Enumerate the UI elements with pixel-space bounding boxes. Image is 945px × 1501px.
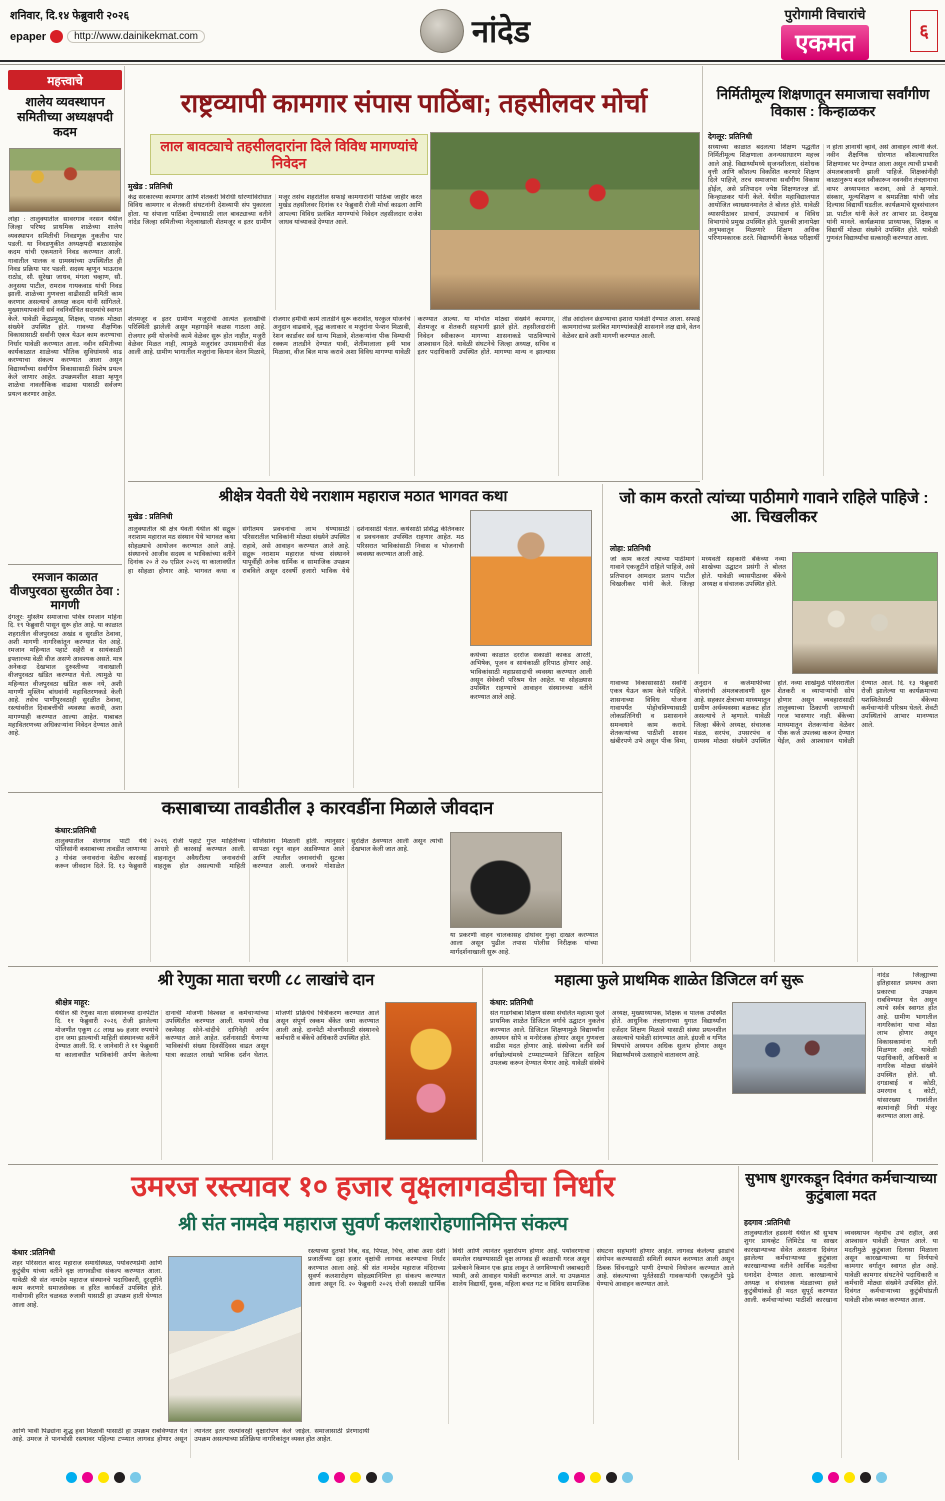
epaper-label: epaper (10, 30, 47, 43)
right-column-continuation: नांदेड जिल्ह्याच्या इतिहासात प्रथमच अशा प्रकारचा उपक्रम राबविण्यात येत असून त्याचे सर्वत्र स्वागत होत आहे. ग्रामीण भागातील नागरिकांना याचा मोठा लाभ होणार असून विकासकामांना गती मिळणार आहे. यावेळी पदाधिकारी, अधिकारी व नागरिक मोठ्या संख्येने उपस्थित होते. सौ. दगडाबाई व कोठी, उमरगाव ६ कोटी, यांसारख्या गावांतील कामांनाही निधी मंजूर करण्यात आला आहे. (877, 972, 937, 1121)
chikhalikar-body-top: जो काम करतो त्याच्या पाठीमागे गावाने एकजुटीने राहिले पाहिजे, असे प्रतिपादन आमदार प्रताप पाटील चिखलीकर यांनी केले. जिल्हा मध्यवर्ती सहकारी बँकेच्या नव्या शाखेच्या उद्घाटन प्रसंगी ते बोलत होते. यावेळी व्यासपीठावर बँकेचे अध्यक्ष व संचालक उपस्थित होते. (610, 556, 786, 588)
important-headline: शालेय व्यवस्थापन समितीच्या अध्यक्षपदी कदम (17, 95, 113, 139)
nirmiti-headline: निर्मितीमूल्य शिक्षणातून समाजाचा सर्वांगीण विकास : किन्हाळकर (716, 86, 930, 119)
cyan-light-mark (622, 1472, 633, 1483)
digital-headline: महात्मा फुले प्राथमिक शाळेत डिजिटल वर्ग सुरू (554, 972, 804, 989)
digital-class-photo (732, 1002, 866, 1094)
page-date: शनिवार, दि.१४ फेब्रुवारी २०२६ (10, 10, 130, 22)
epaper-url[interactable]: http://www.dainikekmat.com (67, 30, 205, 43)
kasaba-body-2: या प्रकरणी वाहन चालकासह दोघांवर गुन्हा दाखल करण्यात आला असून पुढील तपास पोलीस निरीक्षक यांच्या मार्गदर्शनाखाली सुरू आहे. (450, 932, 598, 956)
black-mark (114, 1472, 125, 1483)
maharaj-portrait-photo (470, 510, 592, 646)
kasaba-body: तालुक्यातील शेलगाव पाटी येथे पोलिसांनी कसाबाच्या तावडीत जाणाऱ्या ३ गोवंश जनावरांना वेळीच कारवाई करून जीवदान दिले. दि. १३ फेब्रुवारी २०२६ रोजी पहाटे गुप्त माहितीच्या आधारे ही कारवाई करण्यात आली. वाहनातून अवैधरीत्या जनावरांची वाहतूक होत असल्याची माहिती पोलिसांना मिळाली होती. त्यानुसार सापळा रचून वाहन अडविण्यात आले आणि त्यातील जनावरांची सुटका करण्यात आली. जनावरे गोशाळेत सुरक्षित ठेवण्यात आली असून त्यांची देखभाल केली जात आहे. (55, 838, 443, 870)
cyan-mark (812, 1472, 823, 1483)
column-rule (482, 968, 483, 1162)
ramjan-body: देगलूर: मुस्लिम समाजाचा पवित्र रमजान महिना दि. १९ फेब्रुवारी पासून सुरू होत आहे. या काळात शहरातील वीजपुरवठा अखंड व सुरळीत ठेवावा, अशी मागणी नागरिकांतून करण्यात येत आहे. रमजान महिन्यात पहाटे सहेरी व सायंकाळी इफ्तारच्या वेळी वीज असणे आवश्यक असते. मात्र अनेकदा देखभाल दुरुस्तीच्या नावाखाली वीजपुरवठा खंडित करण्यात येतो. त्यामुळे या महिन्यात वीजपुरवठा खंडित करू नये, अशी मागणी मुस्लिम बांधवांनी महावितरणकडे केली आहे. तसेच पाणीपुरवठाही सुरळीत ठेवावा, रस्त्यांवरील दिवाबत्तीची व्यवस्था करावी, अशा मागण्याही करण्यात आल्या आहेत. याबाबत महावितरणच्या अधिकाऱ्यांना निवेदन देण्यात आले आहे. (8, 614, 122, 738)
header-rule (0, 60, 945, 62)
rescued-cattle-photo (450, 832, 562, 928)
umraj-subheadline: श्री संत नामदेव महाराज सुवर्ण कलशारोहणानिमित्त संकल्प (178, 1214, 568, 1235)
yevati-body: तालुक्यातील श्री क्षेत्र येवती येथील श्री सद्गुरू नराशाम महाराज मठ संस्थान येथे भागवत कथा सोहळ्याचे आयोजन करण्यात आले आहे. संस्थानचे आजीव सदस्य व भाविकांच्या वतीने दिनांक २० ते २७ एप्रिल २०२६ या कालावधीत हा सोहळा होणार आहे. भागवत कथा व संगीतमय प्रवचनांचा लाभ घेण्यासाठी परिसरातील भाविकांनी मोठ्या संख्येने उपस्थित राहावे, असे आवाहन करण्यात आले आहे. सद्गुरू नराशाम महाराज यांच्या संस्थानने यापूर्वीही अनेक धार्मिक व सामाजिक उपक्रम राबविले असून दरवर्षी हजारो भाविक येथे दर्शनासाठी येतात. कथेसाठी प्रसिद्ध कीर्तनकार व प्रवचनकार उपस्थित राहणार आहेत. मठ परिसरात भाविकांसाठी निवास व भोजनाची व्यवस्था करण्यात आली आहे. (128, 526, 464, 575)
kasaba-byline: कंधार:प्रतिनिधी (55, 826, 97, 835)
divider (8, 792, 602, 793)
magenta-mark (574, 1472, 585, 1483)
divider (8, 564, 122, 565)
digital-byline: कंधार: प्रतिनिधी (490, 998, 534, 1007)
yevati-body-2: कथेच्या काळात दररोज सकाळी काकड आरती, अभिषेक, पूजन व सायंकाळी हरिपाठ होणार आहे. भाविकांसाठी महाप्रसादाची व्यवस्था करण्यात आली असून सेवेकरी परिश्रम घेत आहेत. या सोहळ्यास उपस्थित राहण्याचे आवाहन संस्थानच्या वतीने करण्यात आले आहे. (470, 652, 592, 701)
cyan-mark (558, 1472, 569, 1483)
main-body-wide: शेतमजूर व इतर ग्रामीण मजुरांची आत्यंत हलाखीची परिस्थिती झालेली असून महागाईने कळस गाठला आहे. रोजगार हमी योजनेची कामे वेळेवर सुरू होत नाहीत, मजुरी वेळेवर मिळत नाही, त्यामुळे मजुरांवर उपासमारीची वेळ आली आहे. ग्रामीण भागातील मजुरांना किमान वेतन मिळावे, रोजगार हमीची कामे तातडीने सुरू करावीत, घरकुल योजनेचे अनुदान वाढवावे, वृद्ध कलाकार व मजुरांना पेन्शन मिळावी, रेशन कार्डावर सर्व धान्य मिळावे, शेतकऱ्यांना पीक विम्याची रक्कम तातडीने देण्यात यावी, शेतीमालाला हमी भाव मिळावा, वीज बिल माफ करावे अशा विविध मागण्या यावेळी करण्यात आल्या. या मोर्चात मोठ्या संख्येने कामगार, शेतमजूर व शेतकरी सहभागी झाले होते. तहसीलदारांनी निवेदन स्वीकारून मागण्या शासनाकडे पाठविण्याचे आश्वासन दिले. यावेळी संघटनेचे जिल्हा अध्यक्ष, सचिव व इतर पदाधिकारी उपस्थित होते. मागण्या मान्य न झाल्यास तीव्र आंदोलन छेडण्याचा इशारा यावेळी देण्यात आला. सफाई कामगारांच्या प्रलंबित मागण्यांकडेही शासनाने लक्ष द्यावे, वेतन वेळेवर द्यावे अशी मागणी करण्यात आली. (128, 316, 700, 357)
registration-marks-2 (318, 1472, 398, 1483)
registration-marks-3 (558, 1472, 638, 1483)
umraj-body-wide: रस्त्याच्या दुतर्फा निंब, वड, पिंपळ, चिंच, आंबा अशा देशी प्रजातींच्या दहा हजार वृक्षांची लागवड करण्याचा निर्धार करण्यात आला आहे. श्री संत नामदेव महाराज मंदिराच्या सुवर्ण कलशारोहण सोहळ्यानिमित्त हा संकल्प करण्यात आला असून दि. २० फेब्रुवारी २०२६ रोजी सकाळी धार्मिक विधी आणि त्यानंतर वृक्षारोपण होणार आहे. पर्यावरणाचा समतोल राखण्यासाठी वृक्ष लागवड ही काळाची गरज असून प्रत्येकाने किमान एक झाड लावून ते जगविण्याची जबाबदारी घ्यावी, असे आवाहन यावेळी करण्यात आले. या उपक्रमात शालेय विद्यार्थी, युवक, महिला बचत गट व विविध सामाजिक संघटना सहभागी होणार आहेत. लागवड केलेल्या झाडांचे संगोपन करण्यासाठी समिती स्थापन करण्यात आली असून ठिबक सिंचनाद्वारे पाणी देण्याचे नियोजन करण्यात आले आहे. संकल्पाच्या पूर्ततेसाठी गावकऱ्यांनी एकजुटीने पुढे येण्याचे आवाहन करण्यात आले. (308, 1248, 734, 1289)
important-body: लोहा : तालुक्यातील सावरगाव नरसन येथील जिल्हा परिषद प्राथमिक शाळेच्या शालेय व्यवस्थापन समितीची निवडणूक नुकतीच पार पडली. या निवडणुकीत अध्यक्षपदी बाळासाहेब कदम यांची एकमताने निवड करण्यात आली. गावातील पालक व ग्रामस्थांच्या उपस्थितीत ही निवड प्रक्रिया पार पडली. सदस्य म्हणून भाऊराव राठोड, सौ. सुरेखा जाधव, मंगला चव्हाण, सौ. अनुसया पाटील, रामराव गायकवाड यांची निवड झाली. शाळेच्या गुणवत्ता वाढीसाठी समिती काम करणार असल्याचे अध्यक्ष कदम यांनी सांगितले. मुख्याध्यापकांनी सर्व नवनिर्वाचित सदस्यांचे स्वागत केले. यावेळी केंद्रप्रमुख, शिक्षक, पालक मोठ्या संख्येने उपस्थित होते. गावच्या शैक्षणिक विकासासाठी सर्वांनी एकत्र येऊन काम करण्याचा निर्धार यावेळी करण्यात आला. नवीन समितीच्या कार्यकाळात शाळेच्या भौतिक सुविधांमध्ये वाढ करण्याचा संकल्प करण्यात आला असून विद्यार्थ्यांच्या सर्वांगीण विकासासाठी विशेष प्रयत्न केले जाणार आहेत. उपक्रमशील शाळा म्हणून शाळेचा नावलौकिक वाढावा यासाठी सर्वजण प्रयत्न करणार आहेत. (8, 216, 122, 398)
umraj-headline: उमरज रस्त्यावर १० हजार वृक्षलागवडीचा निर्धार (131, 1171, 615, 1203)
epaper-icon (50, 30, 63, 43)
yellow-mark (590, 1472, 601, 1483)
masthead-city: नांदेड (471, 14, 531, 49)
registration-marks-1 (66, 1472, 146, 1483)
masthead-logo (420, 9, 464, 53)
column-rule (738, 1166, 739, 1460)
yevati-byline: मुखेड : प्रतिनिधी (128, 512, 173, 521)
cyan-mark (66, 1472, 77, 1483)
committee-group-photo (9, 148, 121, 212)
page-number: ६ (910, 10, 938, 52)
main-byline: मुखेड : प्रतिनिधी (128, 182, 173, 191)
yellow-mark (844, 1472, 855, 1483)
registration-marks-4 (812, 1472, 892, 1483)
brand-name: एकमत (781, 25, 869, 60)
yellow-mark (350, 1472, 361, 1483)
chikhalikar-headline: जो काम करतो त्यांच्या पाठीमागे गावाने राहिले पाहिजे : आ. चिखलीकर (619, 490, 929, 526)
umraj-body-bottom: आणि भावी पिढ्यांना शुद्ध हवा मिळावी यासाठी हा उपक्रम राबविण्यात येत आहे. उमरज ते पानभोसी रस्त्यावर पहिल्या टप्प्यात लागवड होणार असून त्यानंतर इतर रस्त्यांवरही वृक्षारोपण केले जाईल. समाजासाठी प्रेरणादायी उपक्रम असल्याच्या प्रतिक्रिया नागरिकांतून व्यक्त होत आहेत. (12, 1428, 370, 1444)
chikhalikar-body-wide: गावाच्या विकासासाठी सर्वांनी एकत्र येऊन काम केले पाहिजे. शासनाच्या विविध योजना गावापर्यंत पोहोचविण्यासाठी लोकप्रतिनिधी व प्रशासनाने समन्वयाने काम करावे. शेतकऱ्यांच्या पाठीशी शासन खंबीरपणे उभे असून पीक विमा, अनुदान व कर्जमाफीच्या योजनांची अंमलबजावणी सुरू आहे. सहकार क्षेत्राच्या माध्यमातून ग्रामीण अर्थव्यवस्था बळकट होत असल्याचे ते म्हणाले. यावेळी जिल्हा बँकेचे अध्यक्ष, संचालक मंडळ, सरपंच, उपसरपंच व ग्रामस्थ मोठ्या संख्येने उपस्थित होते. नव्या शाखेमुळे परिसरातील शेतकरी व व्यापाऱ्यांची सोय होणार असून व्यवहारासाठी तालुक्याच्या ठिकाणी जाण्याची गरज भासणार नाही. बँकेच्या माध्यमातून शेतकऱ्यांना वेळेवर पीक कर्ज उपलब्ध करून देण्यात येईल, असे आश्वासन यावेळी देण्यात आले. दि. १३ फेब्रुवारी रोजी झालेल्या या कार्यक्रमाच्या यशस्वितेसाठी बँकेच्या कर्मचाऱ्यांनी परिश्रम घेतले. शेवटी उपस्थितांचे आभार मानण्यात आले. (610, 680, 938, 746)
subhash-body: तालुक्यातील हडसनी येथील श्री सुभाष शुगर प्रायव्हेट लिमिटेड या साखर कारखान्याच्या सेवेत असताना दिवंगत झालेल्या कर्मचाऱ्याच्या कुटुंबाला कारखान्याच्या वतीने आर्थिक मदतीचा धनादेश देण्यात आला. कारखान्याचे अध्यक्ष व संचालक मंडळाच्या हस्ते कुटुंबीयांकडे ही मदत सुपूर्द करण्यात आली. कर्मचाऱ्यांच्या पाठीशी कारखाना व्यवस्थापन नेहमीच उभे राहील, असे आश्वासन यावेळी देण्यात आले. या मदतीमुळे कुटुंबाला दिलासा मिळाला असून कारखान्याच्या या निर्णयाचे कामगार वर्गातून स्वागत होत आहे. यावेळी कामगार संघटनेचे पदाधिकारी व कर्मचारी मोठ्या संख्येने उपस्थित होते. दिवंगत कर्मचाऱ्याच्या कुटुंबीयांप्रती यावेळी शोक व्यक्त करण्यात आला. (744, 1230, 938, 1304)
magenta-mark (82, 1472, 93, 1483)
workers-march-photo (430, 132, 700, 310)
column-rule (602, 484, 603, 964)
nirmiti-byline: देगलूर: प्रतिनिधी (708, 132, 753, 141)
black-mark (860, 1472, 871, 1483)
chikhalikar-byline: लोहा: प्रतिनिधी (610, 544, 651, 553)
main-body-top: केंद्र सरकारच्या कामगार आणि शेतकरी विरोधी धोरणांविरोधात विविध कामगार व शेतकरी संघटनांनी देशव्यापी संप पुकारला होता. या संपाला पाठिंबा देण्यासाठी लाल बावट्याच्या वतीने नांदेड जिल्हा समितीच्या नेतृत्वाखाली शेतमजूर व इतर ग्रामीण मजूर तसेच शहरांतील सफाई कामगारांनी पाठिंबा जाहीर करत मुखेड तहसीलवर दिनांक १२ फेब्रुवारी रोजी मोर्चा काढला आणि आपल्या विविध प्रलंबित मागण्यांचे निवेदन तहसीलदार राजेश जाधव यांच्याकडे देण्यात आले. (128, 194, 422, 226)
bank-inauguration-photo (792, 552, 938, 674)
black-mark (366, 1472, 377, 1483)
umraj-body-left: शहर परिसरात बारद महाराज समाधीस्थळ, पर्यावरणप्रेमी आणि कुटुंबीय यांच्या वतीने वृक्ष लागवडीचा संकल्प करण्यात आला. यावेळी श्री संत नामदेव महाराज संस्थानचे पदाधिकारी, दूरदृष्टीने काम करणारे समाजसेवक व हरित कार्यकर्ते उपस्थित होते. गावोगावी हरित चळवळ रुजावी यासाठी हा उपक्रम हाती घेण्यात आला आहे. (12, 1260, 162, 1309)
renuka-deity-photo (385, 1002, 477, 1140)
nirmiti-body: सध्याच्या काळात बदलत्या शिक्षण पद्धतीत निर्मितीमूल्य शिक्षणाला अनन्यसाधारण महत्त्व आले आहे. विद्यार्थ्यांमध्ये सृजनशीलता, संशोधक वृत्ती आणि कौशल्य विकसित करणारे शिक्षण दिले पाहिजे, तरच समाजाचा सर्वांगीण विकास होईल, असे प्रतिपादन ज्येष्ठ शिक्षणतज्ज्ञ डॉ. किन्हाळकर यांनी केले. येथील महाविद्यालयात आयोजित व्याख्यानमालेत ते बोलत होते. यावेळी व्यासपीठावर प्राचार्य, उपप्राचार्य व विविध विभागांचे प्रमुख उपस्थित होते. पुस्तकी ज्ञानापेक्षा अनुभवातून मिळणारे शिक्षण अधिक परिणामकारक ठरते. विद्यार्थ्यांनी केवळ परीक्षार्थी न होता ज्ञानार्थी व्हावे, असे आवाहन त्यांनी केले. नवीन शैक्षणिक धोरणात कौशल्याधारित शिक्षणावर भर देण्यात आला असून त्याची प्रभावी अंमलबजावणी झाली पाहिजे. शिक्षकांनीही काळानुरूप बदल स्वीकारून नवनवीन तंत्रज्ञानाचा वापर अध्यापनात करावा, असे ते म्हणाले. संस्कार, मूल्यशिक्षण व श्रमप्रतिष्ठा यांची जोड दिल्यास विद्यार्थी घडतील. कार्यक्रमाचे सूत्रसंचालन प्रा. पाटील यांनी केले तर आभार प्रा. देशमुख यांनी मानले. कार्यक्रमास प्राध्यापक, शिक्षक व विद्यार्थी मोठ्या संख्येने उपस्थित होते. यावेळी गुणवंत विद्यार्थ्यांचा सत्कारही करण्यात आला. (708, 144, 938, 243)
temple-photo (168, 1256, 302, 1422)
subhash-headline: सुभाष शुगरकडून दिवंगत कर्मचाऱ्याच्या कुटुंबाला मदत (745, 1170, 937, 1203)
magenta-mark (334, 1472, 345, 1483)
important-tag: महत्त्वाचे (8, 70, 122, 90)
renuka-body: येथील श्री रेणुका माता संस्थानच्या दानपेटीत दि. ११ फेब्रुवारी २०२६ रोजी झालेल्या मोजणीत एकूण ८८ लाख ७७ हजार रुपयांचे दान जमा झाल्याची माहिती संस्थानच्या वतीने देण्यात आली. दि. १ जानेवारी ते ११ फेब्रुवारी या कालावधीत भाविकांनी अर्पण केलेल्या दानाची मोजणी विश्वस्त व कर्मचाऱ्यांच्या उपस्थितीत करण्यात आली. यामध्ये रोख रकमेसह सोने-चांदीचे दागिनेही अर्पण करण्यात आले आहेत. दर्शनासाठी येणाऱ्या भाविकांची संख्या दिवसेंदिवस वाढत असून यात्रा काळात लाखो भाविक दर्शन घेतात. मोजणी प्रक्रियेचे चित्रीकरण करण्यात आले असून संपूर्ण रक्कम बँकेत जमा करण्यात आली आहे. दानपेटी मोजणीसाठी संस्थानचे कर्मचारी व बँकेचे अधिकारी उपस्थित होते. (55, 1010, 379, 1059)
subhash-byline: हदगाव :प्रतिनिधी (744, 1218, 791, 1227)
renuka-headline: श्री रेणुका माता चरणी ८८ लाखांचे दान (157, 972, 375, 989)
main-subheadline: लाल बावट्याचे तहसीलदारांना दिले विविध मागण्यांचे निवेदन (150, 134, 428, 175)
yellow-mark (98, 1472, 109, 1483)
divider (8, 1164, 938, 1165)
renuka-byline: श्रीक्षेत्र माहूर: (55, 998, 90, 1007)
column-rule (702, 66, 703, 480)
divider (8, 966, 938, 967)
magenta-mark (828, 1472, 839, 1483)
black-mark (606, 1472, 617, 1483)
column-rule (872, 968, 873, 1162)
divider (128, 481, 700, 482)
brand-tagline: पुरोगामी विचारांचे (784, 7, 866, 22)
header-rule-thin (0, 64, 945, 65)
main-headline: राष्ट्रव्यापी कामगार संपास पाठिंबा; तहसीलवर मोर्चा (180, 88, 648, 118)
kasaba-headline: कसाबाच्या तावडीतील ३ कारवडींना मिळाले जीवदान (161, 798, 494, 818)
digital-body: संत गाडगेबाबा शिक्षण संस्था संचलित महात्मा फुले प्राथमिक शाळेत डिजिटल वर्गाचे उद्घाटन नुकतेच करण्यात आले. डिजिटल शिक्षणामुळे विद्यार्थ्यांना अध्ययन सोपे व मनोरंजक होणार असून गुणवत्ता वाढीस मदत होणार आहे. संस्थेच्या वतीने सर्व वर्गखोल्यांमध्ये टप्प्याटप्प्याने डिजिटल साहित्य उपलब्ध करून देण्यात येणार आहे. यावेळी संस्थेचे अध्यक्ष, मुख्याध्यापक, शिक्षक व पालक उपस्थित होते. आधुनिक तंत्रज्ञानाच्या युगात विद्यार्थ्यांना दर्जेदार शिक्षण मिळावे यासाठी संस्था प्रयत्नशील असल्याचे यावेळी सांगण्यात आले. इंग्रजी व गणित विषयांचे अध्ययन अधिक सुलभ होणार असून विद्यार्थ्यांमध्ये उत्साहाचे वातावरण आहे. (490, 1010, 726, 1067)
cyan-light-mark (130, 1472, 141, 1483)
cyan-light-mark (382, 1472, 393, 1483)
umraj-byline: कंधार :प्रतिनिधी (12, 1248, 56, 1257)
cyan-light-mark (876, 1472, 887, 1483)
cyan-mark (318, 1472, 329, 1483)
ramjan-headline: रमजान काळात वीजपुरवठा सुरळीत ठेवा : मागणी (10, 570, 120, 613)
yevati-headline: श्रीक्षेत्र येवती येथे नराशाम महाराज मठात भागवत कथा (218, 488, 508, 505)
column-rule (124, 66, 125, 790)
